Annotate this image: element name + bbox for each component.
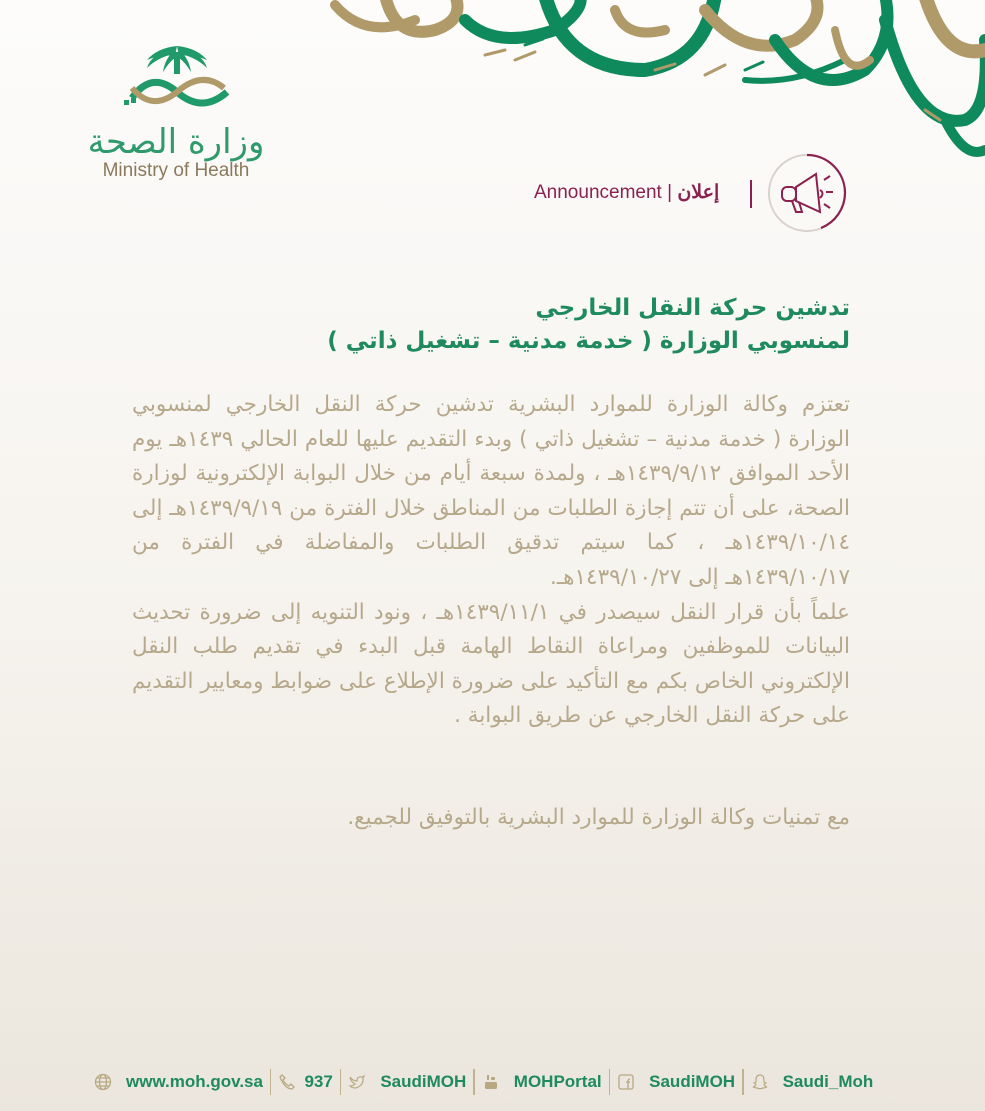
footer-snapchat[interactable]: Saudi_Moh <box>751 1072 874 1092</box>
divider <box>609 1069 611 1095</box>
twitter-icon <box>348 1073 366 1091</box>
announcement-title <box>327 292 850 358</box>
facebook-icon <box>617 1073 635 1091</box>
footer-facebook[interactable]: SaudiMOH <box>617 1072 735 1092</box>
phone-icon <box>278 1073 296 1091</box>
divider <box>750 180 752 208</box>
contact-footer <box>94 1068 873 1096</box>
footer-youtube[interactable]: MOHPortal <box>482 1072 602 1092</box>
globe-icon <box>94 1073 112 1091</box>
announcement-body <box>132 388 850 734</box>
logo-english-name: Ministry of Health <box>102 160 250 181</box>
footer-phone[interactable]: 937 <box>278 1072 332 1092</box>
footer-twitter[interactable]: SaudiMOH <box>348 1072 466 1092</box>
title-line-1: تدشين حركة النقل الخارجي <box>535 295 850 321</box>
youtube-icon <box>482 1073 500 1091</box>
snapchat-icon <box>751 1073 769 1091</box>
logo-arabic-name: وزارة الصحة <box>87 122 265 162</box>
palm-swords-emblem-icon <box>112 40 242 120</box>
body-paragraph-1: تعتزم وكالة الوزارة للموارد البشرية تدشين حركة النقل الخارجي لمنسوبي الوزارة ( خدمة مدنية – تشغيل ذاتي ) وبدء التقديم عليها للعام الحالي ١٤٣٩هـ يوم الأحد الموافق ١٤٣٩/٩/١٢هـ ، ولمدة سبعة أيام من خلال البوابة الإلكترونية لوزارة الصحة، على أن تتم إجازة الطلبات من المناطق خلال الفترة من ١٤٣٩/٩/١٩هـ إلى ١٤٣٩/١٠/١٤هـ ، كما سيتم تدقيق الطلبات والمفاضلة في الفترة من ١٤٣٩/١٠/١٧هـ إلى ١٤٣٩/١٠/٢٧هـ. <box>132 392 850 590</box>
megaphone-icon <box>766 152 848 234</box>
divider <box>473 1069 475 1095</box>
announcement-label-english: Announcement <box>534 182 662 203</box>
ministry-logo <box>86 40 276 182</box>
announcement-separator: | <box>667 182 673 203</box>
divider <box>340 1069 342 1095</box>
divider <box>270 1069 272 1095</box>
closing-line: مع تمنيات وكالة الوزارة للموارد البشرية بالتوفيق للجميع. <box>347 805 850 830</box>
divider <box>742 1069 744 1095</box>
body-paragraph-2: علماً بأن قرار النقل سيصدر في ١٤٣٩/١١/١هـ ، ونود التنويه إلى ضرورة تحديث البيانات للموظفين ومراعاة النقاط الهامة قبل البدء في تقديم طلب النقل الإلكتروني الخاص بكم مع التأكيد على ضرورة الإطلاع على ضوابط ومعايير التقديم على حركة النقل الخارجي عن طريق البوابة . <box>132 599 850 729</box>
announcement-header <box>534 152 854 232</box>
announcement-label-arabic: إعلان <box>677 182 720 203</box>
title-line-2: لمنسوبي الوزارة ( خدمة مدنية – تشغيل ذاتي ) <box>327 328 850 354</box>
footer-website[interactable]: www.moh.gov.sa <box>94 1072 263 1092</box>
